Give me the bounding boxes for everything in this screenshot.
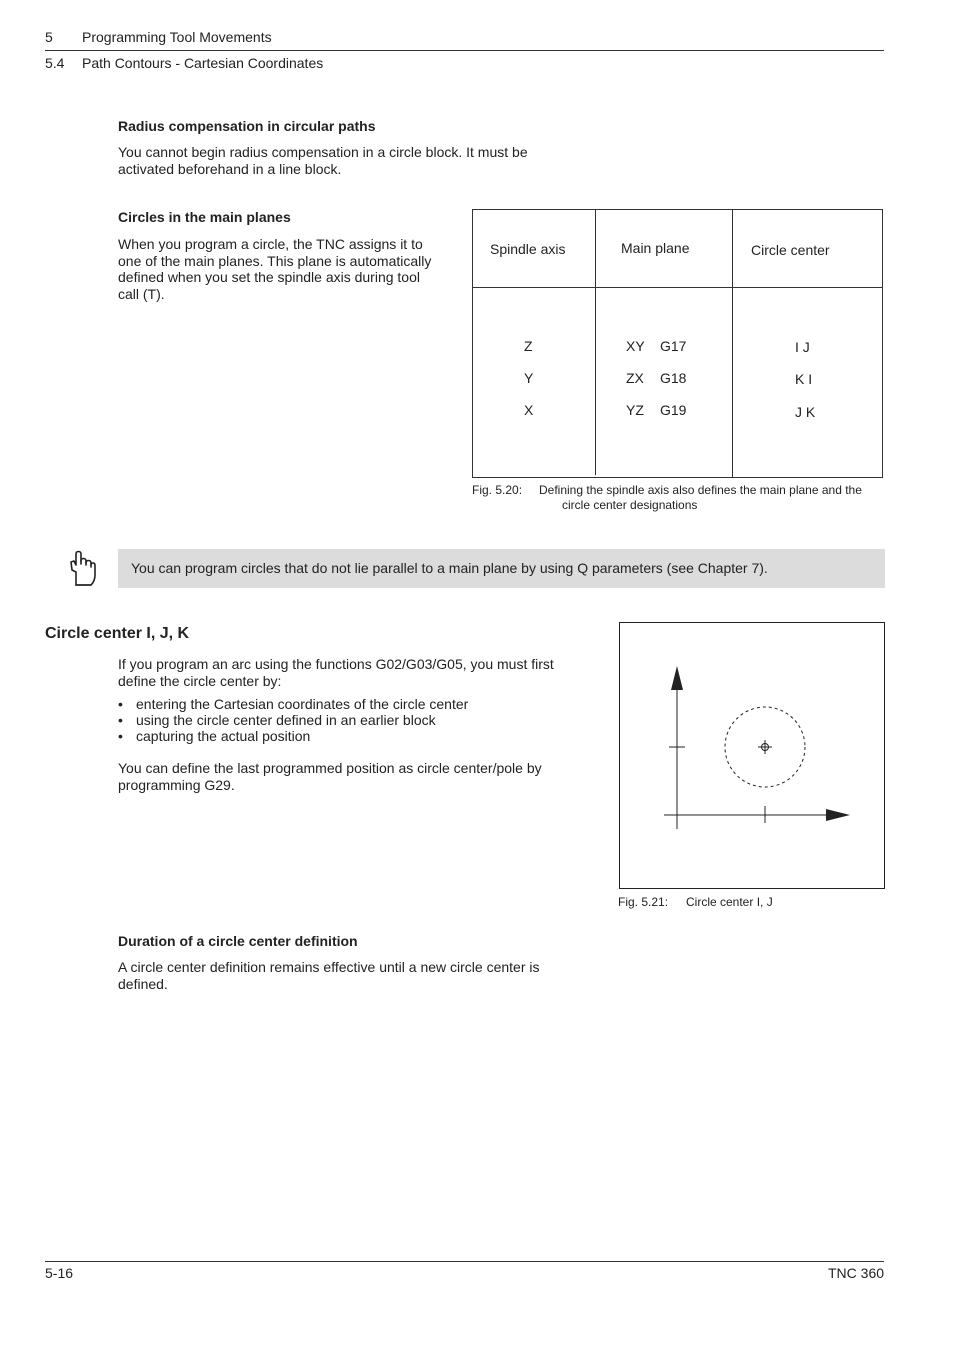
table-cell-axis: Z [524,338,533,354]
table-cell-center: K I [795,371,813,387]
product-name: TNC 360 [828,1265,885,1281]
main-planes-line: When you program a circle, the TNC assigns it to [118,236,423,252]
header-section-number: 5.4 [45,55,65,71]
main-planes-heading: Circles in the main planes [118,209,291,225]
list-item: • capturing the actual position [118,728,588,744]
radius-comp-text [118,144,578,177]
fig-521-caption: Circle center I, J [686,895,773,909]
table-cell-code: G17 [660,338,687,354]
main-planes-line: defined when you set the spindle axis during tool [118,269,420,285]
fig-521-label: Fig. 5.21: [618,895,669,909]
main-planes-line: call (T). [118,285,165,302]
circle-center-g29-text [118,760,588,793]
table-cell-center: I J [795,339,810,355]
table-header-rule [473,287,882,288]
main-planes-line: one of the main planes. This plane is automatically [118,252,432,269]
table-cell-plane: ZX [626,370,644,386]
list-item: • using the circle center defined in an earlier block [118,712,588,728]
fig-520-caption-line: Defining the spindle axis also defines the main plane and the [539,483,862,497]
radius-comp-heading: Radius compensation in circular paths [118,118,376,134]
radius-comp-line: activated beforehand in a line block. [118,160,342,177]
duration-text [118,959,588,992]
header-chapter-title: Programming Tool Movements [82,29,272,45]
fig-520-caption-line: circle center designations [562,498,698,512]
hand-pointing-icon [65,548,99,590]
duration-heading: Duration of a circle center definition [118,933,358,949]
duration-line: A circle center definition remains effective until a new circle center is [118,959,540,975]
table-cell-axis: X [524,402,534,418]
header-section-title: Path Contours - Cartesian Coordinates [82,55,324,71]
circle-center-intro-line: define the circle center by: [118,672,282,689]
table-cell-plane: XY [626,338,645,354]
circle-center-heading: Circle center I, J, K [45,625,190,642]
table-divider [732,210,733,477]
col-header-spindle-axis: Spindle axis [490,241,566,257]
note-text: You can program circles that do not lie parallel to a main plane by using Q parameters (see Chapter 7). [131,560,768,576]
circle-center-options-list [118,696,588,744]
col-header-main-plane: Main plane [621,240,690,256]
radius-comp-line: You cannot begin radius compensation in a circle block. It must be [118,144,528,160]
main-plane-table [472,209,883,478]
table-cell-code: G18 [660,370,687,386]
col-header-circle-center: Circle center [751,242,830,258]
list-item: • entering the Cartesian coordinates of the circle center [118,696,588,712]
note-box [118,549,885,588]
header-rule [45,50,884,51]
duration-line: defined. [118,975,168,992]
circle-center-intro [118,656,588,689]
fig-520-label: Fig. 5.20: [472,483,523,497]
table-cell-axis: Y [524,370,534,386]
footer-rule [45,1261,884,1262]
header-chapter-number: 5 [45,29,53,45]
page-number: 5-16 [45,1265,74,1281]
main-planes-text [118,236,458,302]
table-cell-code: G19 [660,402,687,418]
circle-center-diagram [619,622,885,889]
table-cell-center: J K [795,404,816,420]
circle-center-intro-line: If you program an arc using the functions G02/G03/G05, you must first [118,656,554,672]
circle-center-g29-line: programming G29. [118,776,235,793]
table-divider [595,210,596,475]
circle-center-g29-line: You can define the last programmed position as circle center/pole by [118,760,542,776]
table-cell-plane: YZ [626,402,644,418]
